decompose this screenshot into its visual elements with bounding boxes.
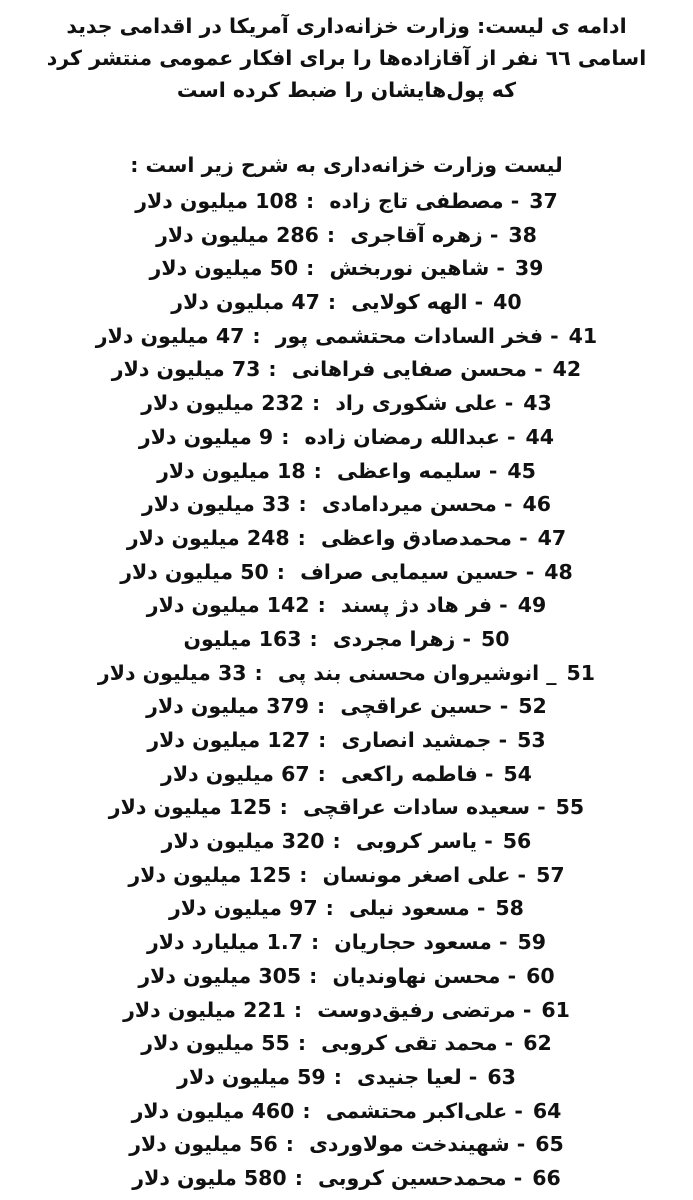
list-item (0, 387, 693, 421)
entry-number: 37 (529, 189, 558, 213)
entry-number: 58 (495, 896, 524, 921)
entry-name: علی اصغر مونسان (322, 862, 511, 887)
entry-amount: 125 میلیون دلار (108, 795, 272, 820)
entry-name: حسین عراقچی (340, 694, 493, 719)
list-item (0, 623, 693, 657)
entry-colon: : (310, 930, 320, 955)
entry-colon: : (268, 357, 277, 382)
entry-colon: : (306, 256, 315, 281)
entry-number: 51 (566, 660, 596, 685)
entry-amount: 47 میلیون دلار (95, 323, 245, 348)
entry-separator: - (462, 626, 472, 651)
entry-name: انوشیروان محسنی بند پی (277, 660, 540, 685)
entry-number: 47 (537, 525, 567, 550)
entry-name: محسن میردامادی (321, 492, 497, 517)
list-item (0, 1061, 693, 1095)
entry-amount: 320 میلیون دلار (161, 829, 325, 854)
entry-separator: - (519, 525, 528, 550)
entry-separator: - (499, 694, 509, 719)
entry-amount: 73 میلیون دلار (111, 357, 261, 382)
entry-number: 53 (517, 728, 546, 752)
entry-name: علی‌اکبر محتشمی (325, 1098, 508, 1123)
entry-amount: 163 میلیون (183, 626, 302, 651)
intro-line: که پول‌هایشان را ضبط کرده است (176, 78, 517, 102)
entry-amount: 125 میلیون دلار (128, 862, 292, 887)
entry-separator: - (503, 492, 513, 517)
entry-colon: : (294, 1165, 303, 1190)
entry-colon: : (285, 1132, 294, 1157)
entry-colon: : (279, 795, 288, 820)
entry-separator: - (498, 728, 508, 752)
entry-number: 59 (517, 930, 547, 955)
entry-colon: : (325, 896, 334, 921)
entry-colon: : (316, 694, 326, 719)
entry-separator: - (484, 761, 494, 786)
entry-separator: - (514, 1098, 523, 1123)
entry-name: فر هاد دژ پسند (340, 593, 493, 618)
list-item (0, 556, 693, 590)
list-heading: لیست وزارت خزانه‌داری به شرح زیر است : (130, 153, 563, 177)
entry-amount: 232 میلیون دلار (141, 391, 304, 416)
list-item (0, 690, 693, 724)
entry-separator: - (522, 997, 532, 1022)
entry-number: 46 (522, 492, 552, 517)
list-item (0, 252, 693, 286)
list-item (0, 488, 693, 522)
entry-number: 56 (502, 829, 532, 854)
entry-separator: - (474, 290, 484, 315)
intro-line: ادامه ی لیست: وزارت خزانه‌داری آمریکا در اقدامی جدید (66, 14, 627, 38)
entries-list (0, 185, 693, 1196)
list-item (0, 589, 693, 623)
entry-amount: 47 مبلیون دلار (171, 290, 320, 315)
entry-name: مسعود نیلی (348, 896, 470, 921)
entry-number: 65 (535, 1132, 564, 1157)
entry-separator: - (517, 862, 527, 887)
entry-amount: 127 میلیون دلار (147, 728, 311, 752)
entry-amount: 379 میلیون دلار (146, 694, 309, 719)
list-item (0, 353, 693, 387)
entry-number: 54 (503, 761, 532, 786)
entry-name: یاسر کروبی (355, 829, 478, 854)
entry-name: جمشید انصاری (341, 728, 492, 752)
entry-colon: : (333, 1064, 342, 1089)
entry-number: 66 (532, 1165, 561, 1190)
entry-amount: 33 میلیون دلار (97, 660, 247, 685)
entry-amount: 580 ملیون دلار (132, 1165, 287, 1190)
entry-number: 42 (552, 357, 582, 382)
entry-colon: : (281, 424, 290, 449)
list-item (0, 994, 693, 1028)
entry-separator: - (499, 593, 508, 618)
entry-colon: : (326, 222, 336, 247)
list-item (0, 791, 693, 825)
entry-name: محمدصادق واعظی (320, 525, 512, 550)
entry-name: محسن نهاوندیان (332, 963, 501, 988)
entry-separator: _ (546, 660, 557, 685)
entry-colon: : (309, 626, 318, 651)
entry-separator: - (510, 189, 520, 213)
list-item (0, 825, 693, 859)
entry-number: 44 (525, 424, 555, 449)
entry-amount: 108 میلیون دلار (135, 189, 299, 213)
entry-colon: : (306, 189, 315, 213)
entry-number: 45 (507, 458, 536, 483)
entry-number: 64 (532, 1098, 562, 1123)
list-item (0, 859, 693, 893)
entry-colon: : (312, 391, 321, 416)
entry-name: لعیا جنیدی (357, 1064, 462, 1089)
entry-amount: 50 میلیون دلار (120, 559, 269, 584)
entry-name: محمدحسین کروبی (318, 1165, 507, 1190)
entry-amount: 18 میلیون دلار (157, 458, 306, 483)
list-item (0, 1027, 693, 1061)
entry-colon: : (327, 290, 337, 315)
entry-amount: 248 میلیون دلار (126, 525, 290, 550)
entry-colon: : (254, 660, 263, 685)
entry-number: 57 (536, 862, 565, 887)
entry-name: مسعود حجاریان (334, 930, 492, 955)
list-item (0, 926, 693, 960)
entry-amount: 55 میلیون دلار (141, 1031, 290, 1056)
entry-name: محسن صفایی فراهانی (291, 357, 527, 382)
list-item (0, 522, 693, 556)
entry-number: 50 (481, 626, 510, 651)
entry-separator: - (496, 256, 505, 281)
entry-separator: - (525, 559, 535, 584)
list-item (0, 758, 693, 792)
entry-number: 40 (493, 290, 522, 315)
entry-name: عبدالله رمضان زاده (304, 424, 500, 449)
entry-number: 38 (508, 222, 537, 247)
entry-amount: 286 میلیون دلار (156, 222, 319, 247)
entry-name: زهره آقاجری (350, 222, 483, 247)
entry-number: 48 (544, 559, 573, 584)
list-item (0, 1128, 693, 1162)
entry-separator: - (484, 829, 493, 854)
entry-name: زهرا مجردی (332, 626, 456, 651)
entry-colon: : (297, 525, 306, 550)
entry-name: الهه کولایی (351, 290, 468, 315)
entry-colon: : (309, 963, 318, 988)
entry-number: 62 (523, 1031, 552, 1056)
entry-number: 60 (526, 963, 555, 988)
list-item (0, 724, 693, 758)
intro-paragraph (0, 10, 693, 106)
entry-amount: 67 میلیون دلار (161, 761, 310, 786)
entry-amount: 33 میلیون دلار (141, 492, 291, 517)
entry-colon: : (332, 829, 341, 854)
entry-amount: 460 میلیون دلار (131, 1098, 295, 1123)
entry-amount: 56 میلیون دلار (129, 1132, 278, 1157)
entry-number: 43 (523, 391, 552, 416)
entry-name: سلیمه واعظی (337, 458, 482, 483)
entry-colon: : (298, 492, 307, 517)
entry-amount: 59 میلیون دلار (177, 1064, 326, 1089)
list-item (0, 185, 693, 219)
entry-separator: - (504, 391, 514, 416)
list-item (0, 219, 693, 253)
entry-number: 61 (541, 997, 570, 1022)
entry-number: 55 (555, 795, 585, 820)
entry-colon: : (313, 458, 322, 483)
entry-separator: - (499, 930, 508, 955)
entry-colon: : (293, 997, 303, 1022)
entry-amount: 142 میلیون دلار (146, 593, 310, 618)
list-item (0, 960, 693, 994)
intro-line: اسامی ٦٦ نفر از آقازاده‌ها را برای افکار عمومی منتشر کرد (46, 46, 647, 70)
entry-separator: - (534, 357, 543, 382)
entry-separator: - (488, 458, 498, 483)
entry-name: حسین سیمایی صراف (300, 559, 519, 584)
entry-separator: - (513, 1165, 523, 1190)
entry-name: مصطفی تاج زاده (329, 189, 504, 213)
entry-colon: : (297, 1031, 307, 1056)
entry-amount: 97 میلیون دلار (169, 896, 318, 921)
entry-colon: : (302, 1098, 311, 1123)
entry-separator: - (516, 1132, 526, 1157)
entry-name: محمد تقی کروبی (321, 1031, 498, 1056)
entry-separator: - (507, 424, 516, 449)
entry-name: شهیندخت مولاوردی (309, 1132, 510, 1157)
list-item (0, 892, 693, 926)
entry-number: 49 (517, 593, 547, 618)
entry-colon: : (317, 593, 326, 618)
entry-colon: : (276, 559, 285, 584)
entry-colon: : (299, 862, 308, 887)
list-item (0, 1095, 693, 1129)
entry-amount: 9 میلیون دلار (138, 424, 274, 449)
entry-separator: - (504, 1031, 514, 1056)
entry-colon: : (252, 323, 261, 348)
entry-separator: - (468, 1064, 478, 1089)
list-item (0, 286, 693, 320)
entry-number: 39 (514, 256, 544, 281)
entry-number: 63 (487, 1064, 516, 1089)
entry-amount: 221 میلیون دلار (123, 997, 286, 1022)
entry-number: 52 (518, 694, 547, 719)
entry-separator: - (537, 795, 546, 820)
entry-separator: - (507, 963, 517, 988)
list-item (0, 320, 693, 354)
entry-number: 41 (568, 323, 598, 348)
list-item (0, 657, 693, 691)
entry-separator: - (476, 896, 486, 921)
list-item (0, 1162, 693, 1196)
entry-colon: : (317, 761, 326, 786)
entry-name: فاطمه راکعی (340, 761, 478, 786)
entry-separator: - (489, 222, 499, 247)
entry-name: فخر السادات محتشمی پور (275, 323, 544, 348)
entry-colon: : (318, 728, 327, 752)
list-item (0, 421, 693, 455)
entry-amount: 1.7 میلیارد دلار (146, 930, 303, 955)
list-item (0, 455, 693, 489)
entry-name: مرتضی رفیق‌دوست (317, 997, 516, 1022)
entry-amount: 50 میلیون دلار (149, 256, 299, 281)
entry-name: علی شکوری راد (335, 391, 498, 416)
entry-name: شاهین نوربخش (329, 256, 490, 281)
entry-name: سعیده سادات عراقچی (302, 795, 530, 820)
entry-separator: - (550, 323, 559, 348)
entry-amount: 305 میلیون دلار (138, 963, 302, 988)
